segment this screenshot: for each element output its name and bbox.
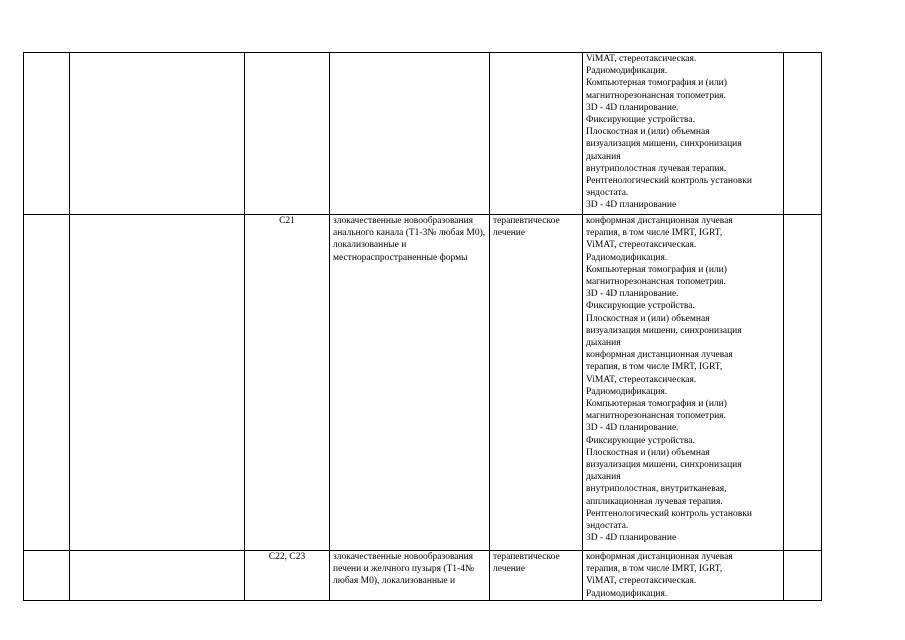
method-line: ViMAT, стереотаксическая. [586, 374, 697, 385]
method-line: дыхания [586, 151, 621, 162]
method-line: Плоскостная и (или) объемная [586, 127, 710, 138]
diagnosis-cell [330, 53, 490, 215]
diagnosis-cell: злокачественные новообразования анального канала (T1-3№ любая M0), локализованные и местнораспространенные формы [330, 215, 490, 551]
group-cell [70, 551, 245, 601]
treatment-type-cell: терапевтическое лечение [490, 551, 583, 601]
method-line: внутриполостная лучевая терапия. [586, 163, 727, 174]
method-line: магнитнорезонансная топометрия. [586, 90, 726, 101]
number-cell [24, 215, 70, 551]
method-line: Фиксирующие устройства. [586, 115, 695, 126]
method-line: Рентгенологический контроль установки [586, 176, 752, 187]
method-line: 3D - 4D планирование. [586, 102, 679, 113]
method-line: Плоскостная и (или) объемная [586, 313, 710, 324]
table-row [24, 215, 822, 551]
number-cell [24, 53, 70, 215]
extra-cell [784, 53, 822, 215]
method-line: Фиксирующие устройства. [586, 435, 695, 446]
method-line: Радиомодификация. [586, 386, 668, 397]
group-cell [70, 53, 245, 215]
method-line: внутриполостная, внутритканевая, [586, 484, 727, 495]
table-row [24, 53, 822, 215]
number-cell [24, 551, 70, 601]
treatment-method-cell [583, 551, 784, 601]
method-line: конформная дистанционная лучевая [586, 350, 733, 361]
treatment-method-cell [583, 215, 784, 551]
method-line: дыхания [586, 338, 621, 349]
method-line: 3D - 4D планирование [586, 200, 677, 211]
icd-code-cell: C21 [245, 215, 330, 551]
method-line: магнитнорезонансная топометрия. [586, 277, 726, 288]
method-line: визуализация мишени, синхронизация [586, 139, 742, 150]
treatment-method-cell [583, 53, 784, 215]
method-line: Радиомодификация. [586, 588, 668, 599]
group-cell [70, 215, 245, 551]
method-line: конформная дистанционная лучевая [586, 552, 733, 562]
method-line: аппликационная лучевая терапия. [586, 496, 723, 507]
method-line: ViMAT, стереотаксическая. [586, 240, 697, 251]
method-line: Фиксирующие устройства. [586, 301, 695, 312]
icd-code-cell [245, 53, 330, 215]
treatment-table [23, 52, 822, 601]
method-line: визуализация мишени, синхронизация [586, 325, 742, 336]
icd-code-cell: C22, C23 [245, 551, 330, 601]
method-line: терапия, в том числе IMRT, IGRT, [586, 362, 723, 373]
method-line: конформная дистанционная лучевая [586, 216, 733, 226]
method-line: Рентгенологический контроль установки [586, 508, 752, 519]
method-line: терапия, в том числе IMRT, IGRT, [586, 564, 723, 575]
method-line: 3D - 4D планирование. [586, 423, 679, 434]
table-row [24, 551, 822, 601]
extra-cell [784, 215, 822, 551]
method-line: дыхания [586, 472, 621, 483]
treatment-type-cell [490, 53, 583, 215]
method-line: Компьютерная томография и (или) [586, 78, 727, 89]
extra-cell [784, 551, 822, 601]
treatment-type-cell: терапевтическое лечение [490, 215, 583, 551]
method-line: 3D - 4D планирование [586, 533, 677, 544]
method-line: терапия, в том числе IMRT, IGRT, [586, 228, 723, 239]
diagnosis-cell: злокачественные новообразования печени и желчного пузыря (T1-4№ любая M0), локализованные и [330, 551, 490, 601]
method-line: Компьютерная томография и (или) [586, 264, 727, 275]
method-line: визуализация мишени, синхронизация [586, 460, 742, 471]
method-line: Радиомодификация. [586, 252, 668, 263]
method-line: 3D - 4D планирование. [586, 289, 679, 300]
method-line: Радиомодификация. [586, 66, 668, 77]
method-line: эндостата. [586, 521, 629, 532]
method-line: Компьютерная томография и (или) [586, 399, 727, 410]
method-line: магнитнорезонансная топометрия. [586, 411, 726, 422]
method-line: ViMAT, стереотаксическая. [586, 54, 697, 64]
method-line: ViMAT, стереотаксическая. [586, 576, 697, 587]
method-line: Плоскостная и (или) объемная [586, 447, 710, 458]
method-line: эндостата. [586, 188, 629, 199]
